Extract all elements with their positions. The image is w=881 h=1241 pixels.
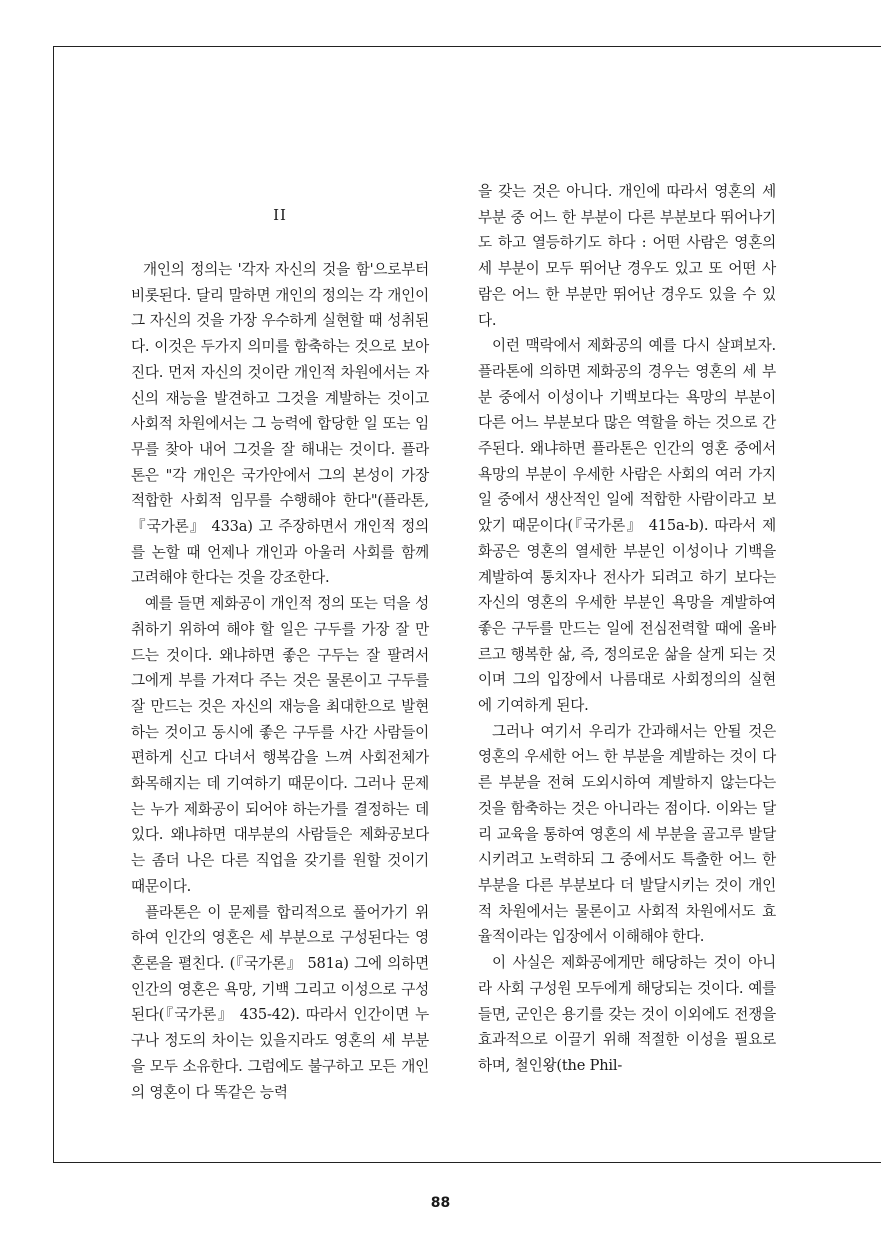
left-text-column [131, 257, 429, 1105]
paragraph-continuation: 을 갖는 것은 아니다. 개인에 따라서 영혼의 세 부분 중 어느 한 부분이 다른 부분보다 뛰어나기도 하고 열등하기도 하다 : 어떤 사람은 영혼의 세 부분이 모두 뛰어난 경우도 있고 또 어떤 사람은 어느 한 부분만 뛰어난 경우도 있을 수 있다. [478, 183, 776, 329]
paragraph: 이 사실은 제화공에게만 해당하는 것이 아니라 사회 구성원 모두에게 해당되는 것이다. 예를 들면, 군인은 용기를 갖는 것이 이외에도 전쟁을 효과적으로 이끌기 위해 적절한 이성을 필요로 하며, 철인왕(the Phil- [478, 954, 776, 1074]
paragraph: 그러나 여기서 우리가 간과해서는 안될 것은 영혼의 우세한 어느 한 부분을 계발하는 것이 다른 부분을 전혀 도외시하여 계발하지 않는다는 것을 함축하는 것은 아니라는 점이다. 이와는 달리 교육을 통하여 영혼의 세 부분을 골고루 발달시키려고 노력하되 그 중에서도 특출한 어느 한 부분을 다른 부분보다 더 발달시키는 것이 개인적 차원에서는 물론이고 사회적 차원에서도 효율적이라는 입장에서 이해해야 한다. [478, 722, 776, 946]
page-number: 88 [430, 1195, 451, 1211]
frame-top-rule [53, 46, 881, 47]
right-text-column [478, 179, 776, 1079]
paragraph: 개인의 정의는 '각자 자신의 것을 함'으로부터 비롯된다. 달리 말하면 개인의 정의는 각 개인이 그 자신의 것을 가장 우수하게 실현할 때 성취된다. 이것은 두가지 의미를 함축하는 것으로 보아진다. 먼저 자신의 것이란 개인적 차원에서는 자신의 재능을 발견하고 그것을 계발하는 것이고 사회적 차원에서는 그 능력에 합당한 일 또는 임무를 찾아 내어 그것을 잘 해내는 것이다. 플라톤은 "각 개인은 국가안에서 그의 본성이 가장 적합한 사회적 임무를 수행해야 한다"(플라톤, 『국가론』 433a) 고 주장하면서 개인적 정의를 논할 때 언제나 개인과 아울러 사회를 함께 고려해야 한다는 것을 강조한다. [131, 261, 429, 587]
paragraph: 이런 맥락에서 제화공의 예를 다시 살펴보자. 플라톤에 의하면 제화공의 경우는 영혼의 세 부분 중에서 이성이나 기백보다는 욕망의 부분이 다른 어느 부분보다 많은 역할을 하는 것으로 간주된다. 왜냐하면 플라톤은 인간의 영혼 중에서 욕망의 부분이 우세한 사람은 사회의 여러 가지 일 중에서 생산적인 일에 적합한 사람이라고 보았기 때문이다(『국가론』 415a-b). 따라서 제화공은 영혼의 열세한 부분인 이성이나 기백을 계발하여 통치자나 전사가 되려고 하기 보다는 자신의 영혼의 우세한 부분인 욕망을 계발하여 좋은 구두를 만드는 일에 전심전력할 때에 올바르고 행복한 삶, 즉, 정의로운 삶을 살게 되는 것이며 그의 입장에서 나름대로 사회정의의 실현에 기여하게 된다. [478, 337, 776, 715]
paragraph: 예를 들면 제화공이 개인적 정의 또는 덕을 성취하기 위하여 해야 할 일은 구두를 가장 잘 만드는 것이다. 왜냐하면 좋은 구두는 잘 팔려서 그에게 부를 가져다 주는 것은 물론이고 구두를 잘 만드는 것은 자신의 재능을 최대한으로 발현하는 것이고 동시에 좋은 구두를 사간 사람들이 편하게 신고 다녀서 행복감을 느껴 사회전체가 화목해지는 데 기여하기 때문이다. 그러나 문제는 누가 제화공이 되어야 하는가를 결정하는 데 있다. 왜냐하면 대부분의 사람들은 제화공보다는 좀더 나은 다른 직업을 갖기를 원할 것이기 때문이다. [131, 595, 429, 895]
frame-left-rule [53, 46, 54, 1162]
section-numeral: II [273, 206, 287, 224]
paragraph: 플라톤은 이 문제를 합리적으로 풀어가기 위하여 인간의 영혼은 세 부분으로 구성된다는 영혼론을 펼친다. (『국가론』 581a) 그에 의하면 인간의 영혼은 욕망, 기백 그리고 이성으로 구성된다(『국가론』 435-42). 따라서 인간이면 누구나 정도의 차이는 있을지라도 영혼의 세 부분을 모두 소유한다. 그럼에도 불구하고 모든 개인의 영혼이 다 똑같은 능력 [131, 903, 429, 1101]
frame-bottom-rule [53, 1162, 881, 1163]
